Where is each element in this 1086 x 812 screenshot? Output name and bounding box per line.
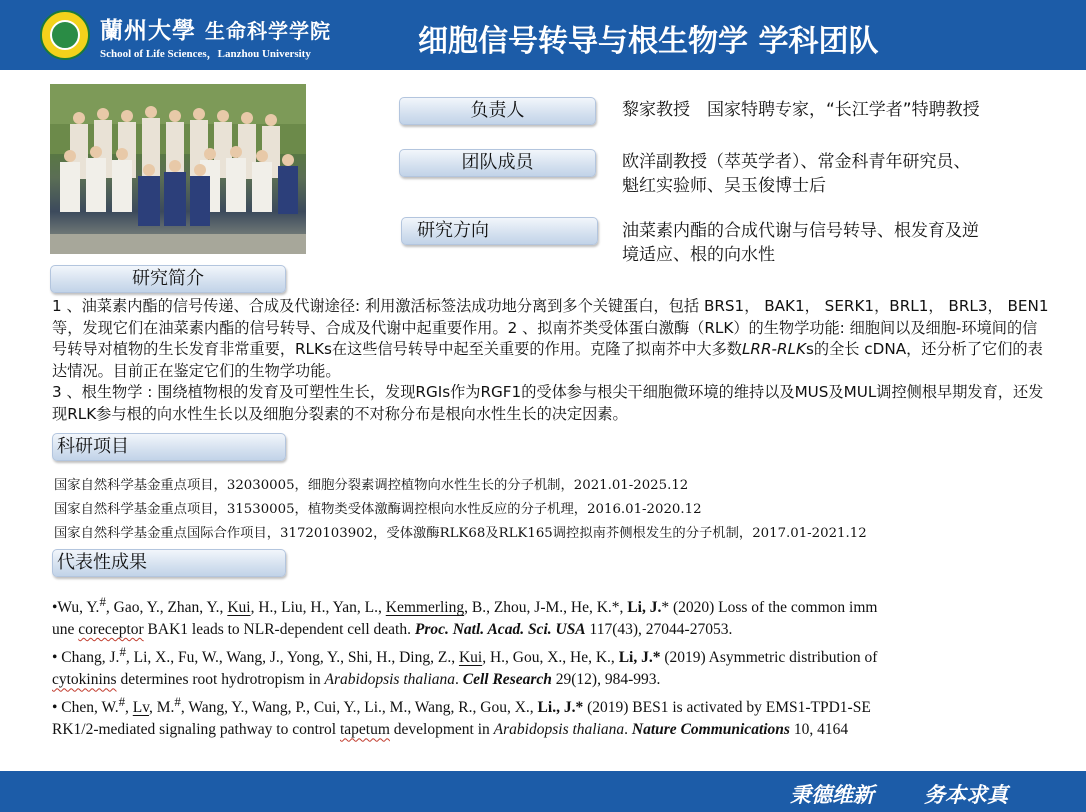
pub2-part: , H., Gou, X., He, K., <box>482 649 619 667</box>
pub1-part: , H., Liu, H., Yan, L., <box>250 599 386 617</box>
pub3-sup: # <box>118 694 126 710</box>
members-value <box>622 150 971 198</box>
members-line-1: 欧洋副教授（萃英学者）、常金科青年研究员、 <box>622 152 971 172</box>
pub1-part: •Wu, Y. <box>52 599 100 617</box>
achievements-label <box>52 549 286 577</box>
intro-p1-tail: s的全长 cDNA，还分析了它们的表达情况。目前正在鉴定它们的生物学功能。 <box>52 340 1043 380</box>
pub2-species: Arabidopsis thaliana <box>324 671 456 689</box>
pub1-part: une <box>52 621 79 639</box>
pub1-sup: # <box>99 594 106 609</box>
direction-line-2: 境适应、根的向水性 <box>622 245 775 265</box>
publications-list <box>52 591 1032 741</box>
header-bar <box>0 0 1086 70</box>
pub2-part: . <box>455 671 463 689</box>
publication-3 <box>52 691 1032 741</box>
pub2-part: 29(12), 984-993. <box>551 671 661 689</box>
projects-label <box>52 433 286 461</box>
footer-bar <box>0 771 1086 812</box>
pub1-part: BAK1 leads to NLR-dependent cell death. <box>143 621 415 639</box>
pub3-part: 10, 4164 <box>789 721 849 739</box>
direction-value <box>622 219 979 267</box>
projects-label-text: 科研项目 <box>57 436 129 457</box>
intro-text <box>52 296 1052 426</box>
pub2-part: • Chang, J. <box>52 649 120 667</box>
publication-1 <box>52 591 1032 641</box>
university-name-cn: 蘭州大學 <box>100 17 196 44</box>
pub2-cytokinins: cytokinins <box>52 671 117 689</box>
pub3-part: (2019) BES1 is activated by EMS1-TPD1-SE <box>583 699 871 717</box>
pub3-part: RK1/2-mediated signaling pathway to control <box>52 721 340 739</box>
pub2-journal: Cell Research <box>462 671 552 689</box>
intro-p1-italic: LRR-RLK <box>741 340 806 359</box>
pub1-part: * (2020) Loss of the common imm <box>661 599 878 617</box>
projects-list <box>54 474 1064 546</box>
project-item: 国家自然科学基金重点项目，31530005，植物类受体激酶调控根向水性反应的分子机理，2016.01-2020.12 <box>54 502 702 517</box>
pub3-part: • Chen, W. <box>52 699 119 717</box>
intro-p1-main: 1 、油菜素内酯的信号传递、合成及代谢途径: 利用激活标签法成功地分离到多个关键蛋白，包括 BRS1， BAK1， SERK1，BRL1， BRL3， BEN1 等，发现它们在油菜素内酯的信号转导、合成及代谢中起重要作用。2 、拟南芥类受体蛋白激酶（RLK）的生物学功能: 细胞间以及细胞-环境间的信号转导对植物的生长发育非常重要，RLKs在这些信号转导中起至关重要的作用。克隆了拟南芥中大多数 <box>52 297 1049 359</box>
pub1-part: , Gao, Y., Zhan, Y., <box>105 599 228 617</box>
pub3-part: , M. <box>149 699 175 717</box>
pub1-journal: Proc. Natl. Acad. Sci. USA <box>414 621 586 639</box>
pub3-author-lv: Lv <box>132 699 149 717</box>
intro-paragraph-1 <box>52 296 1052 382</box>
members-label <box>399 149 596 177</box>
pub3-species: Arabidopsis thaliana <box>493 721 625 739</box>
direction-line-1: 油菜素内酯的合成代谢与信号转导、根发育及逆 <box>622 221 979 241</box>
footer-slogan-1: 秉德维新 <box>790 783 874 807</box>
pub1-author-kui: Kui <box>227 599 251 617</box>
page-title: 细胞信号转导与根生物学 学科团队 <box>418 24 879 59</box>
leader-label <box>399 97 596 125</box>
intro-label-text: 研究简介 <box>132 268 204 289</box>
pub1-part: , B., Zhou, J-M., He, K.*, <box>464 599 628 617</box>
direction-label-text: 研究方向 <box>417 220 489 241</box>
university-name <box>100 12 331 45</box>
direction-label <box>401 217 598 245</box>
achievements-label-text: 代表性成果 <box>57 552 147 573</box>
project-item: 国家自然科学基金重点项目，32030005，细胞分裂素调控植物向水性生长的分子机制，2021.01-2025.12 <box>54 478 689 493</box>
pub3-part: , Wang, Y., Wang, P., Cui, Y., Li., M., Wang, R., Gou, X., <box>180 699 538 717</box>
pub2-part: , Li, X., Fu, W., Wang, J., Yong, Y., Shi, H., Ding, Z., <box>125 649 459 667</box>
pub3-journal: Nature Communications <box>631 721 790 739</box>
university-seal-icon <box>40 10 90 60</box>
leader-label-text: 负责人 <box>470 100 525 121</box>
pub1-part: 117(43), 27044-27053. <box>585 621 733 639</box>
pub2-part: determines root hydrotropism in <box>116 671 325 689</box>
leader-value <box>622 98 980 122</box>
pub3-sup: # <box>174 694 181 710</box>
footer-slogan-2: 务本求真 <box>924 783 1008 807</box>
team-photo <box>50 84 306 254</box>
pub2-sup: # <box>119 644 126 660</box>
school-name-cn: 生命科学学院 <box>205 19 332 43</box>
members-line-2: 魁红实验师、吴玉俊博士后 <box>622 176 826 196</box>
members-label-text: 团队成员 <box>461 152 534 173</box>
pub3-author-li: Li., J.* <box>537 699 584 717</box>
pub1-coreceptor: coreceptor <box>78 621 144 639</box>
leader-value-text: 黎家教授 国家特聘专家，“长江学者”特聘教授 <box>622 100 980 120</box>
publication-2 <box>52 641 1032 691</box>
pub2-author-kui: Kui <box>458 649 483 667</box>
school-name-en: School of Life Sciences，Lanzhou University <box>100 48 311 60</box>
pub3-part: development in <box>389 721 494 739</box>
project-item: 国家自然科学基金重点国际合作项目，31720103902，受体激酶RLK68及RLK165调控拟南芥侧根发生的分子机制，2017.01-2021.12 <box>54 526 867 541</box>
pub3-tapetum: tapetum <box>339 721 390 739</box>
pub1-author-li: Li, J. <box>627 599 662 617</box>
intro-label <box>50 265 286 293</box>
pub2-part: (2019) Asymmetric distribution of <box>660 649 878 667</box>
pub1-author-kemmerling: Kemmerling <box>385 599 465 617</box>
pub2-author-li: Li, J.* <box>618 649 661 667</box>
intro-paragraph-2: 3 、根生物学 : 围绕植物根的发育及可塑性生长，发现RGIs作为RGF1的受体参与根尖干细胞微环境的维持以及MUS及MUL调控侧根早期发育，还发现RLK参与根的向水性生长以及细胞分裂素的不对称分布是根向水性生长的决定因素。 <box>52 383 1044 423</box>
pub3-part: , <box>125 699 133 717</box>
pub3-part: . <box>624 721 632 739</box>
